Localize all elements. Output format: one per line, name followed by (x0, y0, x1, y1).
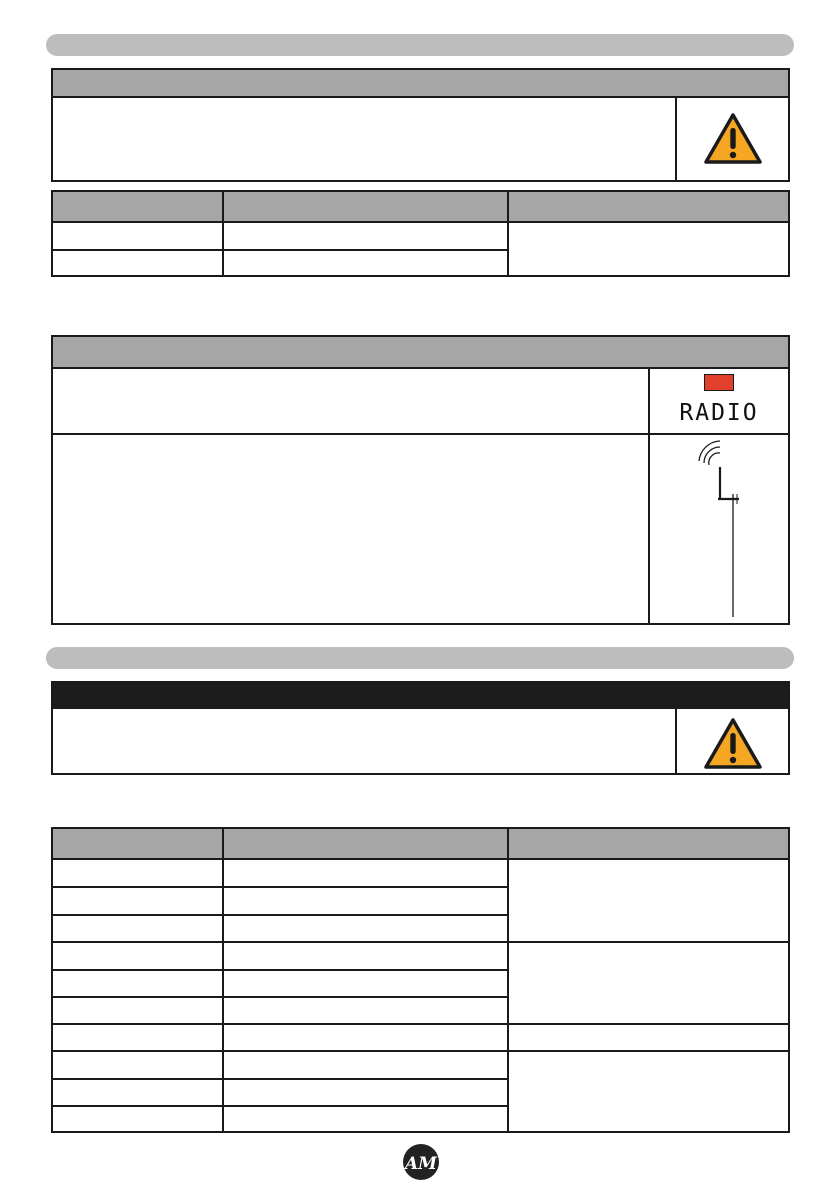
warning-box-top (51, 68, 790, 182)
warning-box-bottom (51, 681, 790, 775)
divider (675, 96, 677, 180)
table-row-divider (53, 914, 508, 916)
antenna-icon (693, 437, 753, 622)
table-row-divider (53, 941, 788, 943)
table-row-divider (53, 1023, 788, 1025)
radio-label: RADIO (679, 400, 759, 426)
table-row-divider (53, 1078, 508, 1080)
warning-box-top-header (53, 70, 788, 96)
section-bar-middle (46, 647, 794, 669)
divider (648, 367, 650, 623)
warning-box-bottom-header (53, 683, 788, 709)
divider (675, 709, 677, 773)
table-bottom (51, 827, 790, 1133)
warning-triangle-icon (703, 112, 763, 166)
radio-panel (51, 335, 790, 625)
divider (222, 829, 224, 1131)
table-row-divider (53, 1050, 788, 1052)
warning-triangle-icon (703, 717, 763, 771)
divider (53, 433, 788, 435)
table-row-divider (53, 886, 508, 888)
table-bottom-header (53, 829, 788, 858)
table-top-header (53, 192, 788, 221)
table-row-divider (53, 969, 508, 971)
table-row-divider (53, 996, 508, 998)
divider (53, 367, 788, 369)
divider (507, 192, 509, 275)
divider (53, 96, 788, 98)
table-row-divider (53, 1105, 508, 1107)
divider (53, 221, 788, 223)
table-top (51, 190, 790, 277)
divider (53, 858, 788, 860)
section-bar-top (46, 34, 794, 56)
divider (222, 192, 224, 275)
svg-text:AM: AM (404, 1154, 438, 1174)
table-row-divider (53, 249, 508, 251)
radio-led-indicator (704, 374, 734, 391)
radio-panel-header (53, 337, 788, 367)
divider (507, 829, 509, 1131)
am-logo (401, 1142, 441, 1182)
